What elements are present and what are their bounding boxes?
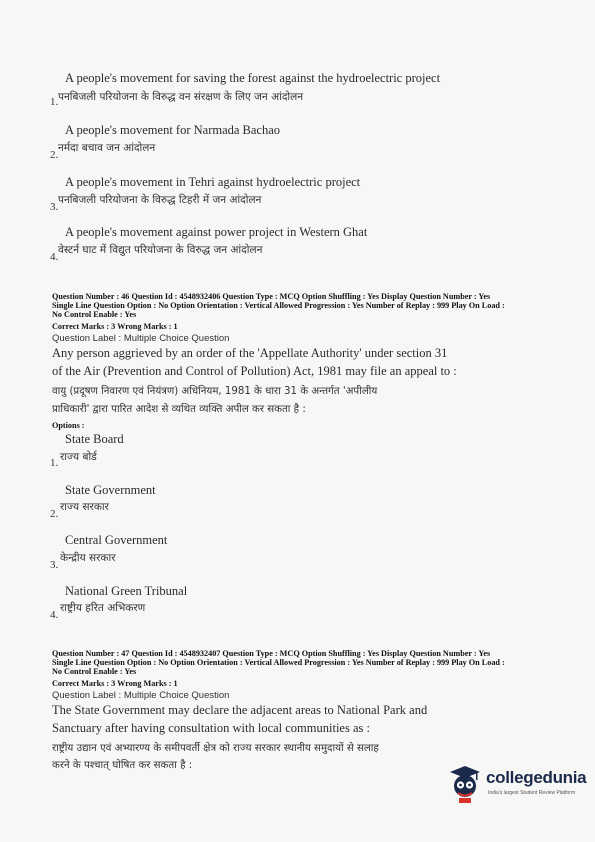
option-number: 1. bbox=[50, 96, 59, 108]
option-text-hi: पनबिजली परियोजना के विरुद्ध टिहरी में जन आंदोलन bbox=[58, 194, 262, 206]
option-number: 4. bbox=[50, 609, 59, 621]
question-meta-line: No Control Enable : Yes bbox=[52, 310, 137, 319]
question-meta-line: Single Line Question Option : No Option Orientation : Vertical Allowed Progression : Yes Number of Replay : 999 Play On Load : bbox=[52, 658, 505, 667]
graduate-mascot-icon bbox=[446, 762, 484, 804]
option-number: 4. bbox=[50, 251, 59, 263]
options-heading: Options : bbox=[52, 421, 85, 430]
option-text-en: State Board bbox=[65, 432, 124, 446]
option-number: 3. bbox=[50, 559, 59, 571]
option-text-hi: वेस्टर्न घाट में विद्युत परियोजना के विरुद्ध जन आंदोलन bbox=[58, 244, 263, 256]
option-number: 2. bbox=[50, 508, 59, 520]
option-text-hi: पनबिजली परियोजना के विरुद्ध वन संरक्षण के लिए जन आंदोलन bbox=[58, 91, 304, 103]
option-number: 1. bbox=[50, 457, 59, 469]
option-text-en: A people's movement against power project in Western Ghat bbox=[65, 225, 368, 239]
option-text-hi: राज्य सरकार bbox=[60, 501, 109, 513]
question-text-en: of the Air (Prevention and Control of Pollution) Act, 1981 may file an appeal to : bbox=[52, 364, 457, 378]
question-meta-line: Question Number : 46 Question Id : 4548932406 Question Type : MCQ Option Shuffling : Yes Display Question Number : Yes bbox=[52, 292, 491, 301]
option-text-en: National Green Tribunal bbox=[65, 584, 188, 598]
option-text-hi: राष्ट्रीय हरित अभिकरण bbox=[60, 602, 146, 614]
question-label: Question Label : Multiple Choice Question bbox=[52, 690, 230, 701]
option-text-en: A people's movement for Narmada Bachao bbox=[65, 123, 281, 137]
option-text-en: State Government bbox=[65, 483, 156, 497]
question-meta-line: Question Number : 47 Question Id : 4548932407 Question Type : MCQ Option Shuffling : Yes Display Question Number : Yes bbox=[52, 649, 491, 658]
question-text-en: Any person aggrieved by an order of the 'Appellate Authority' under section 31 bbox=[52, 346, 448, 360]
option-text-en: A people's movement for saving the forest against the hydroelectric project bbox=[65, 71, 441, 85]
option-text-hi: राज्य बोर्ड bbox=[60, 451, 97, 463]
question-label: Question Label : Multiple Choice Question bbox=[52, 333, 230, 344]
logo-tagline: India's largest Student Review Platform bbox=[488, 790, 576, 796]
question-marks: Correct Marks : 3 Wrong Marks : 1 bbox=[52, 322, 178, 331]
question-text-hi: वायु (प्रदूषण निवारण एवं नियंत्रण) अधिनियम, 1981 के धारा 31 के अन्तर्गत 'अपीलीय bbox=[52, 386, 378, 397]
collegedunia-logo bbox=[446, 762, 586, 806]
option-text-hi: नर्मदा बचाव जन आंदोलन bbox=[58, 142, 156, 154]
option-text-en: A people's movement in Tehri against hydroelectric project bbox=[65, 175, 361, 189]
question-text-en: Sanctuary after having consultation with local communities as : bbox=[52, 721, 370, 735]
option-number: 3. bbox=[50, 201, 59, 213]
option-text-hi: केन्द्रीय सरकार bbox=[60, 552, 116, 564]
question-text-hi: राष्ट्रीय उद्यान एवं अभ्यारण्य के समीपवर्ती क्षेत्र को राज्य सरकार स्थानीय समुदायों से सलाह bbox=[52, 743, 379, 754]
question-text-hi: करने के पश्चात् घोषित कर सकता है : bbox=[52, 760, 193, 771]
option-text-en: Central Government bbox=[65, 533, 168, 547]
question-text-hi: प्राधिकारी' द्वारा पारित आदेश से व्यथित व्यक्ति अपील कर सकता है : bbox=[52, 404, 306, 415]
question-marks: Correct Marks : 3 Wrong Marks : 1 bbox=[52, 679, 178, 688]
question-meta-line: No Control Enable : Yes bbox=[52, 667, 137, 676]
question-text-en: The State Government may declare the adjacent areas to National Park and bbox=[52, 703, 428, 717]
option-number: 2. bbox=[50, 149, 59, 161]
question-meta-line: Single Line Question Option : No Option Orientation : Vertical Allowed Progression : Yes Number of Replay : 999 Play On Load : bbox=[52, 301, 505, 310]
logo-wordmark: collegedunia bbox=[486, 768, 587, 787]
